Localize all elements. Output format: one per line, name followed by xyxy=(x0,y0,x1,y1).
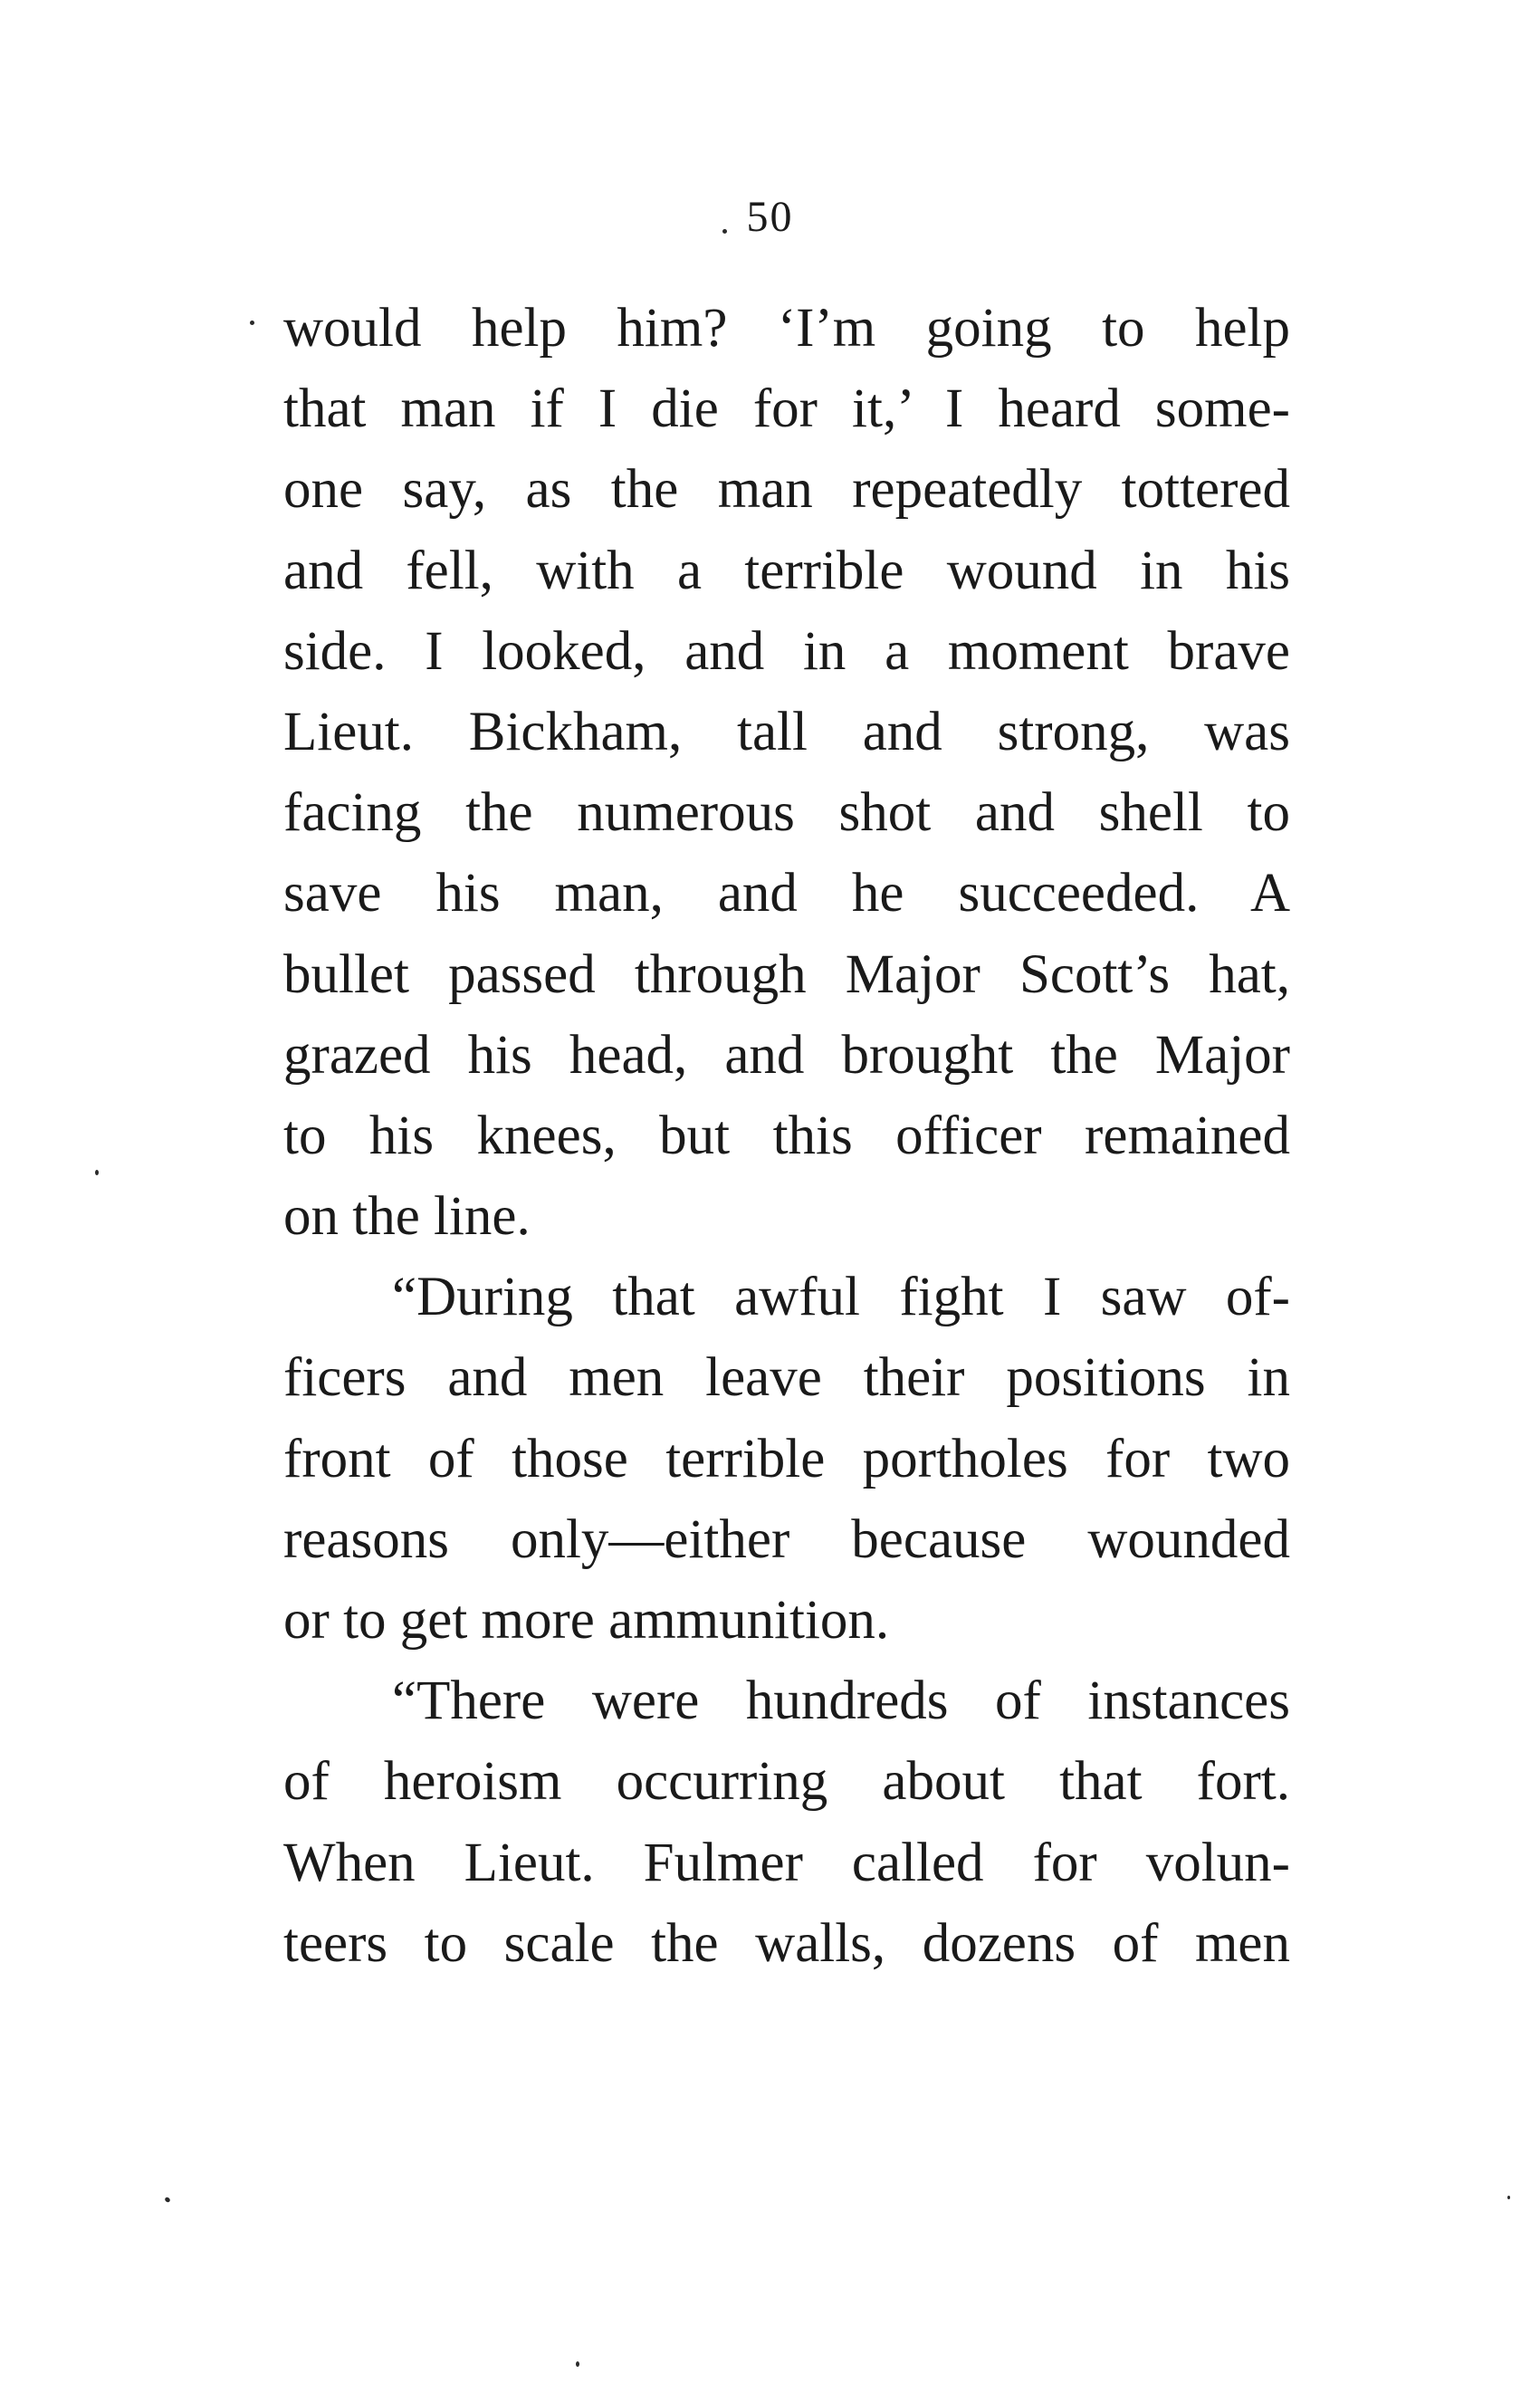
text-line: front of those terrible portholes for two xyxy=(283,1428,1290,1489)
scan-speck xyxy=(250,321,254,325)
paragraph xyxy=(283,1661,1290,1984)
scan-speck xyxy=(576,2361,579,2367)
text-line: “There were hundreds of instances xyxy=(392,1671,1290,1732)
scan-speck xyxy=(95,1170,99,1175)
paragraph xyxy=(283,1257,1290,1661)
page-number: 50 xyxy=(746,193,794,241)
text-line: would help him? ‘I’m going to help xyxy=(283,298,1290,359)
text-line: that man if I die for it,’ I heard some- xyxy=(283,378,1290,440)
text-line: facing the numerous shot and shell to xyxy=(283,782,1290,844)
text-line: to his knees, but this officer remained xyxy=(283,1105,1290,1166)
body-text xyxy=(283,288,1290,1984)
text-line: side. I looked, and in a moment brave xyxy=(283,620,1290,682)
text-line: Lieut. Bickham, tall and strong, was xyxy=(283,701,1290,762)
scan-speck xyxy=(722,229,727,234)
scan-speck xyxy=(1507,2196,1510,2199)
text-line: bullet passed through Major Scott’s hat, xyxy=(283,943,1290,1005)
text-line: ficers and men leave their positions in xyxy=(283,1347,1290,1409)
text-line: reasons only—either because wounded xyxy=(283,1508,1290,1570)
text-line: of heroism occurring about that fort. xyxy=(283,1751,1290,1813)
text-line: save his man, and he succeeded. A xyxy=(283,863,1290,924)
text-line: or to get more ammunition. xyxy=(283,1590,890,1651)
text-line: When Lieut. Fulmer called for volun- xyxy=(283,1832,1290,1893)
text-line: and fell, with a terrible wound in his xyxy=(283,540,1290,601)
text-line: one say, as the man repeatedly tottered xyxy=(283,459,1290,521)
text-line: teers to scale the walls, dozens of men xyxy=(283,1912,1290,1974)
text-line: on the line. xyxy=(283,1186,531,1248)
paragraph xyxy=(283,288,1290,1257)
scan-speck xyxy=(164,2197,171,2204)
text-line: grazed his head, and brought the Major xyxy=(283,1024,1290,1086)
text-line: “During that awful fight I saw of- xyxy=(392,1267,1290,1328)
